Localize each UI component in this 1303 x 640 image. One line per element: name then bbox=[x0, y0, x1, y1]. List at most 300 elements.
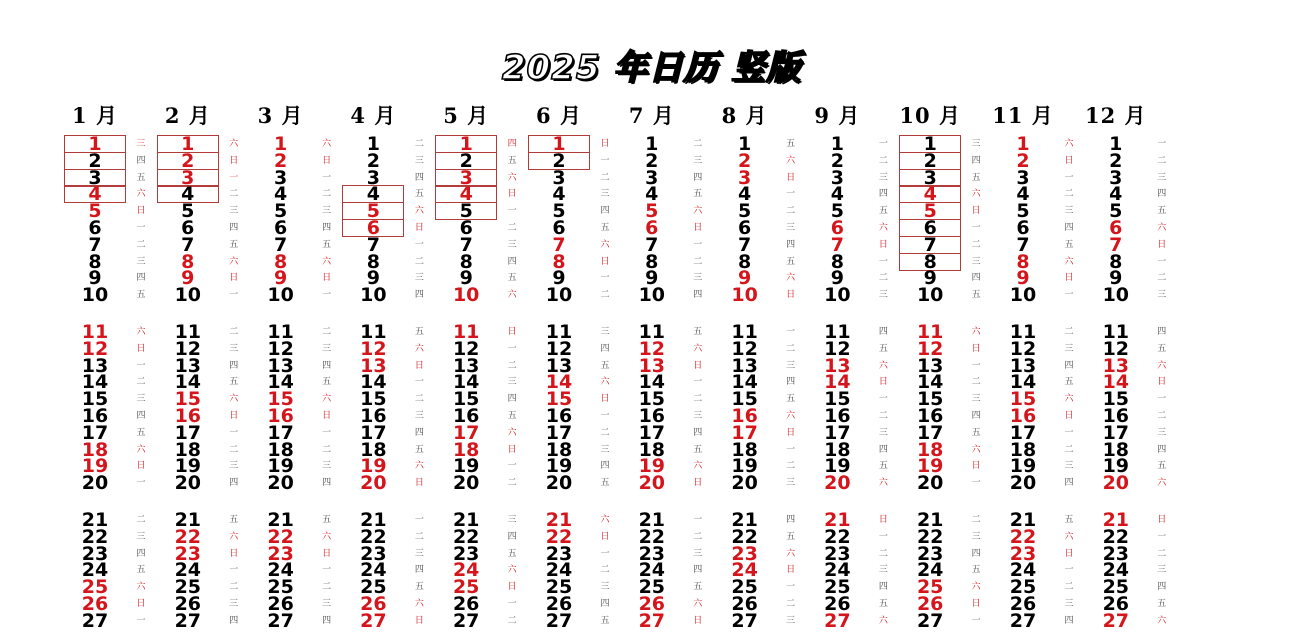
day-number: 18 bbox=[1009, 438, 1037, 461]
day-number: 12 bbox=[1009, 337, 1037, 360]
weekday-label: 六 bbox=[1157, 360, 1167, 371]
day-number: 19 bbox=[1009, 455, 1037, 478]
weekday-label: 五 bbox=[1064, 515, 1074, 525]
day-number: 19 bbox=[360, 455, 387, 478]
weekday-label: 五 bbox=[693, 189, 703, 200]
day-number: 5 bbox=[1016, 200, 1030, 223]
weekday-label: 五 bbox=[136, 290, 146, 301]
weekday-label: 四 bbox=[786, 239, 796, 250]
day-number: 1 bbox=[830, 133, 844, 155]
weekday-label: 日 bbox=[600, 394, 610, 405]
weekday-label: 日 bbox=[414, 478, 424, 489]
day-number: 6 bbox=[181, 217, 195, 239]
weekday-label: 三 bbox=[1157, 565, 1167, 576]
weekday-label: 五 bbox=[1157, 599, 1167, 609]
day-number: 11 bbox=[1009, 321, 1037, 343]
day-number: 24 bbox=[174, 559, 202, 582]
day-number: 25 bbox=[638, 576, 666, 599]
day-number: 7 bbox=[88, 233, 102, 256]
weekday-label: 四 bbox=[600, 343, 610, 354]
weekday-label: 三 bbox=[878, 290, 888, 301]
day-number: 17 bbox=[916, 421, 944, 444]
day-number: 5 bbox=[273, 200, 288, 223]
day-number: 15 bbox=[1009, 388, 1037, 411]
day-number: 15 bbox=[824, 388, 851, 411]
day-number: 10 bbox=[638, 284, 666, 307]
weekday-label: 日 bbox=[322, 155, 332, 166]
day-number: 4 bbox=[273, 183, 288, 206]
day-number: 22 bbox=[824, 525, 851, 548]
weekday-label: 五 bbox=[878, 461, 888, 472]
weekday-label: 一 bbox=[136, 478, 146, 489]
weekday-label: 六 bbox=[786, 411, 796, 421]
day-number: 2 bbox=[157, 152, 219, 170]
day-number: 4 bbox=[552, 183, 566, 206]
day-number: 17 bbox=[174, 421, 202, 444]
day-number: 17 bbox=[638, 421, 666, 444]
day-number: 18 bbox=[916, 438, 944, 461]
weekday-label: 四 bbox=[878, 582, 888, 593]
day-number: 20 bbox=[916, 472, 944, 495]
day-number: 27 bbox=[81, 609, 109, 632]
weekday-label: 三 bbox=[786, 615, 796, 626]
day-number: 19 bbox=[174, 455, 202, 478]
day-number: 9 bbox=[88, 267, 102, 290]
weekday-label: 日 bbox=[1064, 273, 1074, 284]
month-header: 1 月 bbox=[72, 103, 118, 128]
weekday-label: 二 bbox=[878, 155, 888, 166]
day-number: 21 bbox=[1009, 509, 1037, 531]
day-number: 25 bbox=[916, 576, 944, 599]
weekday-label: 二 bbox=[971, 377, 981, 388]
weekday-label: 二 bbox=[414, 531, 424, 542]
day-number: 22 bbox=[267, 525, 294, 548]
weekday-label: 六 bbox=[971, 327, 981, 337]
weekday-label: 二 bbox=[507, 223, 517, 233]
day-number: 2 bbox=[737, 149, 752, 172]
weekday-label: 五 bbox=[1157, 461, 1167, 472]
day-number: 5 bbox=[342, 202, 404, 220]
day-number: 17 bbox=[81, 421, 109, 444]
weekday-label: 二 bbox=[600, 290, 610, 301]
weekday-label: 三 bbox=[693, 411, 703, 421]
weekday-label: 日 bbox=[786, 172, 796, 183]
day-number: 2 bbox=[366, 149, 380, 172]
weekday-label: 一 bbox=[322, 427, 332, 438]
weekday-label: 一 bbox=[1064, 427, 1074, 438]
day-number: 4 bbox=[157, 185, 219, 203]
weekday-label: 六 bbox=[1157, 615, 1167, 626]
weekday-label: 五 bbox=[971, 172, 981, 183]
weekday-label: 六 bbox=[507, 172, 517, 183]
day-number: 9 bbox=[737, 267, 752, 290]
weekday-label: 四 bbox=[229, 360, 239, 371]
weekday-label: 六 bbox=[136, 327, 146, 337]
weekday-label: 三 bbox=[136, 394, 146, 405]
day-number: 26 bbox=[638, 593, 666, 615]
weekday-label: 日 bbox=[693, 478, 703, 489]
day-number: 24 bbox=[731, 559, 758, 582]
day-number: 12 bbox=[452, 337, 480, 360]
weekday-label: 日 bbox=[1064, 548, 1074, 559]
weekday-label: 日 bbox=[1064, 155, 1074, 166]
day-number: 14 bbox=[360, 371, 387, 394]
weekday-label: 一 bbox=[971, 360, 981, 371]
weekday-label: 六 bbox=[229, 531, 239, 542]
day-number: 12 bbox=[731, 337, 758, 360]
day-number: 9 bbox=[645, 267, 659, 290]
weekday-label: 五 bbox=[229, 239, 239, 250]
day-number: 22 bbox=[174, 525, 202, 548]
weekday-label: 一 bbox=[1157, 256, 1167, 267]
weekday-label: 日 bbox=[693, 615, 703, 626]
weekday-label: 五 bbox=[600, 615, 610, 626]
day-number: 4 bbox=[64, 185, 126, 203]
day-number: 2 bbox=[1109, 149, 1123, 172]
month-header: 6 月 bbox=[536, 103, 582, 128]
weekday-label: 一 bbox=[786, 582, 796, 593]
weekday-label: 二 bbox=[878, 273, 888, 284]
weekday-label: 一 bbox=[229, 565, 239, 576]
day-number: 26 bbox=[1102, 593, 1130, 615]
day-number: 10 bbox=[452, 284, 480, 307]
day-number: 24 bbox=[81, 559, 109, 582]
day-number: 14 bbox=[638, 371, 666, 394]
month-header: 3 月 bbox=[257, 103, 304, 128]
weekday-label: 二 bbox=[1064, 327, 1074, 337]
day-number: 16 bbox=[1102, 405, 1130, 427]
weekday-label: 六 bbox=[1064, 139, 1074, 149]
day-number: 23 bbox=[174, 542, 202, 565]
weekday-label: 日 bbox=[414, 360, 424, 371]
day-number: 11 bbox=[638, 321, 666, 343]
day-number: 8 bbox=[645, 250, 659, 273]
weekday-label: 一 bbox=[971, 478, 981, 489]
day-number: 12 bbox=[81, 337, 109, 360]
day-number: 9 bbox=[1109, 267, 1123, 290]
day-number: 9 bbox=[1016, 267, 1030, 290]
weekday-label: 四 bbox=[878, 327, 888, 337]
day-number: 20 bbox=[638, 472, 666, 495]
day-number: 25 bbox=[731, 576, 758, 599]
day-number: 6 bbox=[737, 217, 752, 239]
day-number: 22 bbox=[731, 525, 758, 548]
weekday-label: 二 bbox=[229, 582, 239, 593]
day-number: 27 bbox=[452, 609, 480, 632]
day-number: 25 bbox=[360, 576, 387, 599]
weekday-label: 一 bbox=[414, 239, 424, 250]
weekday-label: 三 bbox=[786, 223, 796, 233]
weekday-label: 五 bbox=[507, 548, 517, 559]
day-number: 7 bbox=[459, 233, 473, 256]
day-number: 6 bbox=[830, 217, 844, 239]
day-number: 6 bbox=[552, 217, 566, 239]
weekday-label: 一 bbox=[878, 394, 888, 405]
weekday-label: 四 bbox=[414, 290, 424, 301]
day-number: 22 bbox=[916, 525, 944, 548]
day-number: 26 bbox=[731, 593, 758, 615]
weekday-label: 四 bbox=[322, 360, 332, 371]
weekday-label: 三 bbox=[136, 256, 146, 267]
weekday-label: 一 bbox=[414, 515, 424, 525]
day-number: 9 bbox=[273, 267, 288, 290]
weekday-label: 三 bbox=[1157, 172, 1167, 183]
weekday-label: 二 bbox=[322, 327, 332, 337]
day-number: 16 bbox=[638, 405, 666, 427]
day-number: 13 bbox=[1102, 354, 1130, 377]
day-number: 4 bbox=[830, 183, 844, 206]
day-number: 17 bbox=[1102, 421, 1130, 444]
weekday-label: 一 bbox=[600, 411, 610, 421]
weekday-label: 二 bbox=[693, 256, 703, 267]
weekday-label: 四 bbox=[414, 427, 424, 438]
month-header: 8 月 bbox=[721, 103, 768, 128]
day-number: 5 bbox=[181, 200, 195, 223]
weekday-label: 五 bbox=[322, 239, 332, 250]
day-number: 19 bbox=[267, 455, 294, 478]
weekday-label: 三 bbox=[1064, 206, 1074, 217]
weekday-label: 六 bbox=[414, 599, 424, 609]
weekday-label: 三 bbox=[1064, 599, 1074, 609]
weekday-label: 五 bbox=[1157, 206, 1167, 217]
day-number: 15 bbox=[916, 388, 944, 411]
weekday-label: 四 bbox=[786, 377, 796, 388]
day-number: 20 bbox=[545, 472, 573, 495]
day-number: 10 bbox=[731, 284, 758, 307]
weekday-label: 五 bbox=[693, 582, 703, 593]
day-number: 1 bbox=[737, 133, 752, 155]
day-number: 2 bbox=[273, 149, 288, 172]
weekday-label: 三 bbox=[1157, 290, 1167, 301]
day-number: 5 bbox=[830, 200, 844, 223]
day-number: 16 bbox=[267, 405, 294, 427]
weekday-label: 四 bbox=[322, 223, 332, 233]
day-number: 6 bbox=[1016, 217, 1030, 239]
weekday-label: 三 bbox=[507, 377, 517, 388]
weekday-label: 一 bbox=[229, 290, 239, 301]
day-number: 4 bbox=[435, 185, 497, 203]
day-number: 7 bbox=[366, 233, 380, 256]
day-number: 24 bbox=[545, 559, 573, 582]
weekday-label: 日 bbox=[507, 444, 517, 455]
weekday-label: 五 bbox=[971, 427, 981, 438]
weekday-label: 六 bbox=[786, 155, 796, 166]
weekday-label: 日 bbox=[600, 139, 610, 149]
day-number: 8 bbox=[552, 250, 566, 273]
weekday-label: 日 bbox=[693, 360, 703, 371]
weekday-label: 一 bbox=[1157, 394, 1167, 405]
day-number: 10 bbox=[360, 284, 387, 307]
weekday-label: 三 bbox=[693, 273, 703, 284]
day-number: 16 bbox=[1009, 405, 1037, 427]
day-number: 11 bbox=[916, 321, 944, 343]
weekday-label: 二 bbox=[229, 327, 239, 337]
day-number: 23 bbox=[81, 542, 109, 565]
weekday-label: 五 bbox=[414, 444, 424, 455]
day-number: 23 bbox=[452, 542, 480, 565]
weekday-label: 三 bbox=[1064, 461, 1074, 472]
day-number: 1 bbox=[1109, 133, 1123, 155]
day-number: 19 bbox=[731, 455, 758, 478]
day-number: 16 bbox=[452, 405, 480, 427]
weekday-label: 日 bbox=[878, 515, 888, 525]
weekday-label: 四 bbox=[971, 548, 981, 559]
weekday-label: 三 bbox=[971, 139, 981, 149]
weekday-label: 二 bbox=[786, 206, 796, 217]
day-number: 6 bbox=[1109, 217, 1123, 239]
weekday-label: 五 bbox=[136, 427, 146, 438]
day-number: 20 bbox=[824, 472, 851, 495]
day-number: 19 bbox=[916, 455, 944, 478]
day-number: 3 bbox=[1109, 166, 1123, 189]
weekday-label: 五 bbox=[693, 327, 703, 337]
weekday-label: 一 bbox=[136, 360, 146, 371]
weekday-label: 四 bbox=[1157, 327, 1167, 337]
day-number: 24 bbox=[1102, 559, 1130, 582]
weekday-label: 五 bbox=[507, 411, 517, 421]
weekday-label: 二 bbox=[878, 548, 888, 559]
day-number: 26 bbox=[824, 593, 851, 615]
day-number: 27 bbox=[638, 609, 666, 632]
weekday-label: 三 bbox=[414, 411, 424, 421]
weekday-label: 一 bbox=[1064, 172, 1074, 183]
day-number: 5 bbox=[1109, 200, 1123, 223]
weekday-label: 五 bbox=[693, 444, 703, 455]
day-number: 14 bbox=[824, 371, 851, 394]
day-number: 8 bbox=[459, 250, 473, 273]
day-number: 4 bbox=[899, 185, 961, 203]
weekday-label: 二 bbox=[600, 427, 610, 438]
day-number: 14 bbox=[267, 371, 294, 394]
weekday-label: 三 bbox=[414, 273, 424, 284]
weekday-label: 四 bbox=[600, 206, 610, 217]
day-number: 13 bbox=[267, 354, 294, 377]
weekday-label: 三 bbox=[322, 206, 332, 217]
weekday-label: 三 bbox=[600, 189, 610, 200]
day-number: 6 bbox=[645, 217, 659, 239]
day-number: 20 bbox=[452, 472, 480, 495]
day-number: 19 bbox=[638, 455, 666, 478]
weekday-label: 二 bbox=[786, 599, 796, 609]
day-number: 27 bbox=[1102, 609, 1130, 632]
day-number: 15 bbox=[360, 388, 387, 411]
weekday-label: 六 bbox=[600, 239, 610, 250]
weekday-label: 三 bbox=[229, 206, 239, 217]
day-number: 10 bbox=[174, 284, 202, 307]
day-number: 23 bbox=[638, 542, 666, 565]
page-title: 2025 年日历 竖版 bbox=[501, 48, 802, 88]
day-number: 10 bbox=[824, 284, 851, 307]
day-number: 11 bbox=[1102, 321, 1130, 343]
day-number: 21 bbox=[360, 509, 387, 531]
weekday-label: 四 bbox=[229, 478, 239, 489]
day-number: 19 bbox=[545, 455, 573, 478]
day-number: 4 bbox=[645, 183, 659, 206]
weekday-label: 二 bbox=[971, 239, 981, 250]
month-header: 7 月 bbox=[628, 103, 675, 128]
day-number: 21 bbox=[731, 509, 758, 531]
weekday-label: 六 bbox=[600, 515, 610, 525]
day-number: 8 bbox=[181, 250, 195, 273]
weekday-label: 五 bbox=[786, 531, 796, 542]
weekday-label: 日 bbox=[322, 548, 332, 559]
weekday-label: 二 bbox=[1157, 548, 1167, 559]
weekday-label: 四 bbox=[693, 427, 703, 438]
weekday-label: 一 bbox=[786, 189, 796, 200]
day-number: 19 bbox=[452, 455, 480, 478]
day-number: 21 bbox=[174, 509, 202, 531]
day-number: 3 bbox=[64, 169, 126, 187]
day-number: 11 bbox=[731, 321, 758, 343]
weekday-label: 四 bbox=[786, 515, 796, 525]
weekday-label: 二 bbox=[1064, 189, 1074, 200]
weekday-label: 五 bbox=[136, 565, 146, 576]
weekday-label: 六 bbox=[322, 256, 332, 267]
weekday-label: 六 bbox=[136, 582, 146, 593]
day-number: 10 bbox=[916, 284, 944, 307]
day-number: 16 bbox=[731, 405, 758, 427]
day-number: 27 bbox=[1009, 609, 1037, 632]
weekday-label: 五 bbox=[414, 582, 424, 593]
weekday-label: 四 bbox=[693, 172, 703, 183]
weekday-label: 四 bbox=[1157, 444, 1167, 455]
day-number: 18 bbox=[360, 438, 387, 461]
weekday-label: 五 bbox=[600, 223, 610, 233]
weekday-label: 四 bbox=[507, 139, 517, 149]
weekday-label: 六 bbox=[878, 478, 888, 489]
day-number: 4 bbox=[737, 183, 752, 206]
weekday-label: 六 bbox=[971, 189, 981, 200]
day-number: 17 bbox=[1009, 421, 1037, 444]
day-number: 19 bbox=[1102, 455, 1130, 478]
weekday-label: 日 bbox=[136, 206, 146, 217]
day-number: 26 bbox=[360, 593, 387, 615]
day-number: 1 bbox=[366, 133, 380, 155]
weekday-label: 六 bbox=[878, 615, 888, 626]
day-number: 11 bbox=[824, 321, 851, 343]
weekday-label: 六 bbox=[136, 444, 146, 455]
day-number: 25 bbox=[174, 576, 202, 599]
day-number: 27 bbox=[824, 609, 851, 632]
weekday-label: 二 bbox=[1157, 273, 1167, 284]
day-number: 15 bbox=[174, 388, 202, 411]
day-number: 8 bbox=[366, 250, 380, 273]
weekday-label: 日 bbox=[507, 189, 517, 200]
day-number: 25 bbox=[1102, 576, 1130, 599]
weekday-label: 六 bbox=[229, 139, 239, 149]
weekday-label: 六 bbox=[878, 360, 888, 371]
weekday-label: 三 bbox=[878, 565, 888, 576]
weekday-label: 四 bbox=[1157, 189, 1167, 200]
weekday-label: 一 bbox=[507, 461, 517, 472]
weekday-label: 四 bbox=[1064, 615, 1074, 626]
weekday-label: 六 bbox=[1157, 223, 1167, 233]
weekday-label: 日 bbox=[507, 327, 517, 337]
weekday-label: 一 bbox=[971, 615, 981, 626]
weekday-label: 六 bbox=[693, 599, 703, 609]
weekday-label: 四 bbox=[229, 223, 239, 233]
weekday-label: 六 bbox=[693, 343, 703, 354]
day-number: 17 bbox=[452, 421, 480, 444]
weekday-label: 一 bbox=[322, 565, 332, 576]
day-number: 7 bbox=[899, 236, 961, 254]
weekday-label: 四 bbox=[878, 444, 888, 455]
day-number: 20 bbox=[1009, 472, 1037, 495]
weekday-label: 二 bbox=[1064, 582, 1074, 593]
day-number: 20 bbox=[174, 472, 202, 495]
weekday-label: 二 bbox=[136, 239, 146, 250]
day-number: 22 bbox=[1009, 525, 1037, 548]
